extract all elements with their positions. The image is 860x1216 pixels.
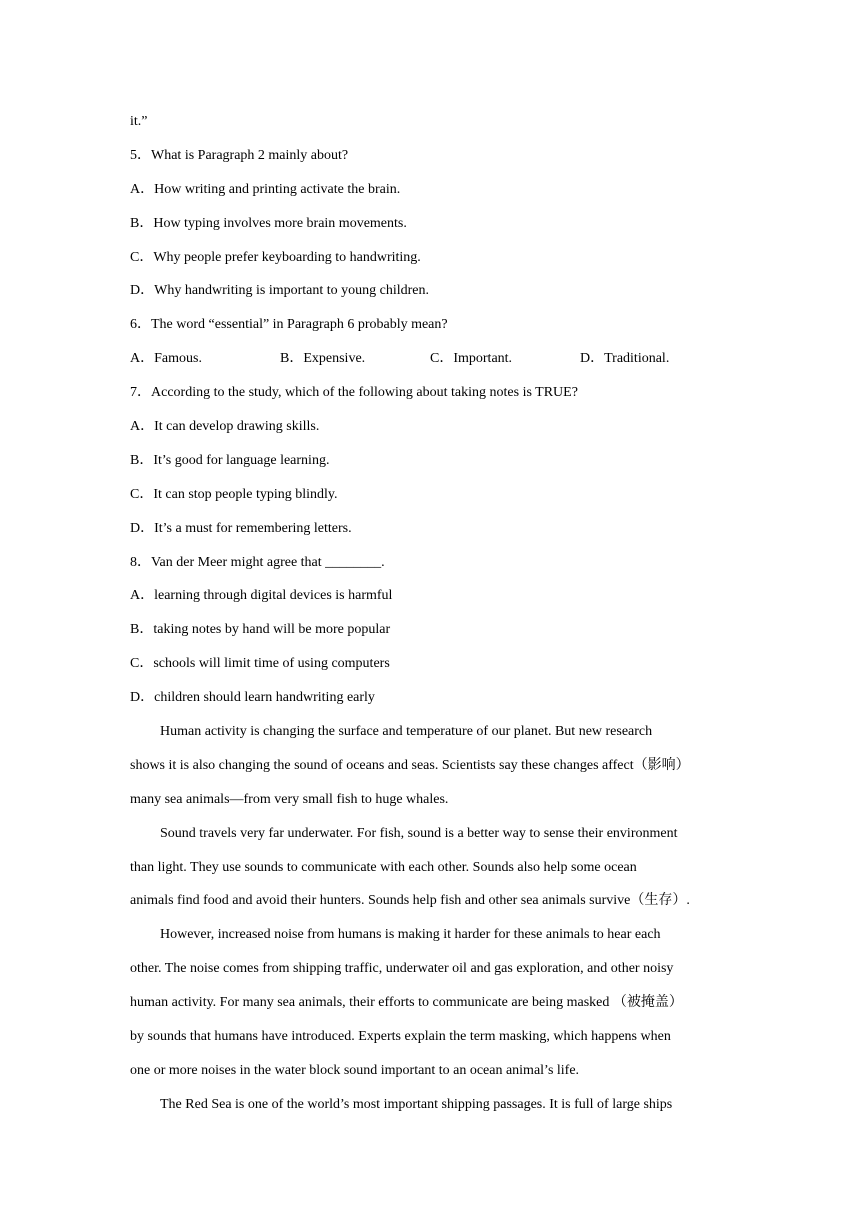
question-stem: 5．What is Paragraph 2 mainly about? <box>130 147 349 163</box>
option-d: D．children should learn handwriting early <box>130 690 375 706</box>
passage-paragraph-4 <box>130 1094 740 1128</box>
passage-paragraph-1 <box>130 721 740 823</box>
passage-line: However, increased noise from humans is making it harder for these animals to hear each <box>160 927 661 943</box>
passage-line: other. The noise comes from shipping traffic, underwater oil and gas exploration, and other noisy <box>130 961 674 977</box>
passage-line: shows it is also changing the sound of oceans and seas. Scientists say these changes affect（影响） <box>130 757 690 773</box>
question-stem: 6．The word “essential” in Paragraph 6 probably mean? <box>130 317 448 333</box>
passage-line: than light. They use sounds to communicate with each other. Sounds also help some ocean <box>130 859 637 875</box>
option-c: C．Important. <box>430 351 513 367</box>
passage-line: Sound travels very far underwater. For fish, sound is a better way to sense their environment <box>160 825 678 841</box>
option-a: A．Famous. <box>130 351 202 367</box>
carryover-line: it.” <box>130 114 148 129</box>
passage-line: one or more noises in the water block sound important to an ocean animal’s life. <box>130 1062 580 1078</box>
passage-line: many sea animals—from very small fish to huge whales. <box>130 791 449 807</box>
option-a: A．It can develop drawing skills. <box>130 419 320 435</box>
question-stem: 7．According to the study, which of the following about taking notes is TRUE? <box>130 385 578 401</box>
question-6 <box>130 314 740 382</box>
option-c: C．schools will limit time of using computers <box>130 656 390 672</box>
option-d: D．Traditional. <box>580 351 670 367</box>
option-b: B．It’s good for language learning. <box>130 452 330 468</box>
passage-line: by sounds that humans have introduced. Experts explain the term masking, which happens when <box>130 1029 671 1045</box>
option-d: D．Why handwriting is important to young children. <box>130 283 430 299</box>
option-c: C．Why people prefer keyboarding to handwriting. <box>130 249 421 265</box>
passage-line: Human activity is changing the surface and temperature of our planet. But new research <box>160 724 653 740</box>
question-7 <box>130 382 740 551</box>
passage-line: animals find food and avoid their hunters. Sounds help fish and other sea animals survive（生存）. <box>130 893 690 909</box>
option-b: B．taking notes by hand will be more popular <box>130 622 391 638</box>
document-page <box>130 111 740 1128</box>
option-d: D．It’s a must for remembering letters. <box>130 520 352 536</box>
option-a: A．learning through digital devices is harmful <box>130 588 393 604</box>
question-5 <box>130 145 740 314</box>
option-b: B．How typing involves more brain movements. <box>130 215 407 231</box>
question-8 <box>130 552 740 721</box>
options-row <box>130 348 740 382</box>
option-b: B．Expensive. <box>280 351 366 367</box>
passage-line: The Red Sea is one of the world’s most important shipping passages. It is full of large ships <box>160 1096 673 1112</box>
option-c: C．It can stop people typing blindly. <box>130 486 338 502</box>
passage-paragraph-2 <box>130 823 740 925</box>
passage-line: human activity. For many sea animals, their efforts to communicate are being masked （被掩盖） <box>130 995 683 1011</box>
question-stem: 8．Van der Meer might agree that ________. <box>130 554 385 570</box>
passage-paragraph-3 <box>130 924 740 1093</box>
option-a: A．How writing and printing activate the brain. <box>130 181 401 197</box>
